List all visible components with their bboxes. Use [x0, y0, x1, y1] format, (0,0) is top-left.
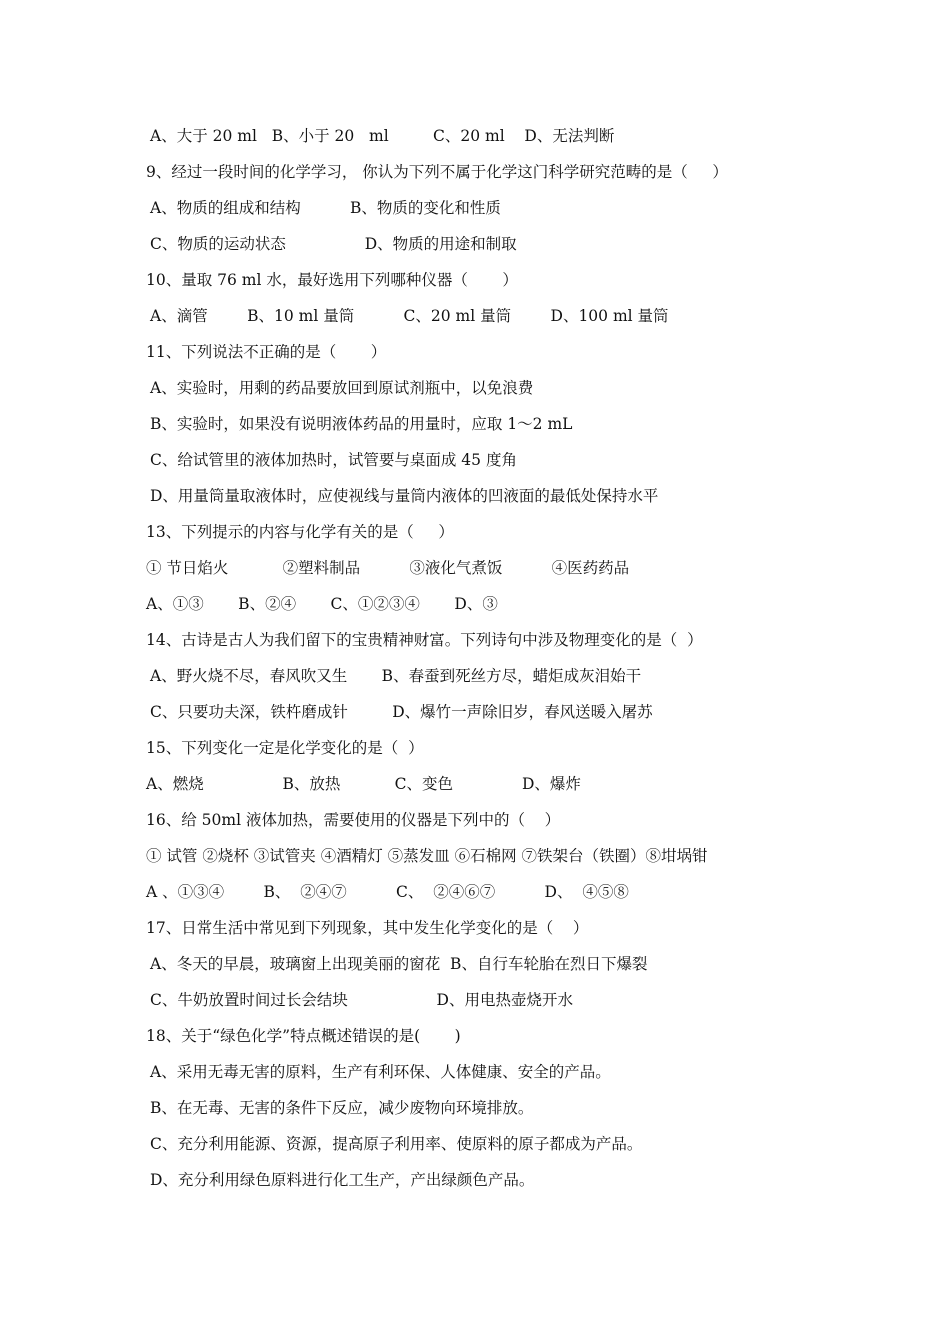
q14-options-ab: A、野火烧不尽，春风吹又生 B、春蚕到死丝方尽，蜡炬成灰泪始干: [150, 667, 642, 685]
question-18: 18、关于“绿色化学”特点概述错误的是( ): [146, 1027, 461, 1045]
q8-options: A、大于 20 ml B、小于 20 ml C、20 ml D、无法判断: [150, 127, 615, 145]
question-13: 13、下列提示的内容与化学有关的是（ ）: [146, 523, 454, 541]
q17-options-ab: A、冬天的早晨，玻璃窗上出现美丽的窗花 B、自行车轮胎在烈日下爆裂: [150, 955, 648, 973]
question-10: 10、量取 76 ml 水，最好选用下列哪种仪器（ ）: [146, 271, 518, 289]
question-14: 14、古诗是古人为我们留下的宝贵精神财富。下列诗句中涉及物理变化的是（ ）: [146, 631, 703, 649]
q16-options: A 、①③④ B、 ②④⑦ C、 ②④⑥⑦ D、 ④⑤⑧: [146, 883, 629, 901]
q9-options-ab: A、物质的组成和结构 B、物质的变化和性质: [150, 199, 501, 217]
question-11: 11、下列说法不正确的是（ ）: [146, 343, 387, 361]
q13-items: ① 节日焰火 ②塑料制品 ③液化气煮饭 ④医药药品: [146, 559, 630, 577]
q18-option-d: D、充分利用绿色原料进行化工生产，产出绿颜色产品。: [150, 1171, 535, 1189]
q11-option-c: C、给试管里的液体加热时，试管要与桌面成 45 度角: [150, 451, 517, 469]
q11-option-b: B、实验时，如果没有说明液体药品的用量时，应取 1～2 mL: [150, 415, 573, 433]
q16-items: ① 试管 ②烧杯 ③试管夹 ④酒精灯 ⑤蒸发皿 ⑥石棉网 ⑦铁架台（铁圈）⑧坩埚钳: [146, 847, 708, 865]
question-15: 15、下列变化一定是化学变化的是（ ）: [146, 739, 424, 757]
q18-option-b: B、在无毒、无害的条件下反应，减少废物向环境排放。: [150, 1099, 534, 1117]
q15-options: A、燃烧 B、放热 C、变色 D、爆炸: [146, 775, 581, 793]
question-9: 9、经过一段时间的化学学习， 你认为下列不属于化学这门科学研究范畴的是（ ）: [146, 163, 728, 181]
q11-option-a: A、实验时，用剩的药品要放回到原试剂瓶中，以免浪费: [150, 379, 534, 397]
q13-options: A、①③ B、②④ C、①②③④ D、③: [146, 595, 498, 613]
q17-options-cd: C、牛奶放置时间过长会结块 D、用电热壶烧开水: [150, 991, 573, 1009]
q18-option-c: C、充分利用能源、资源，提高原子利用率、使原料的原子都成为产品。: [150, 1135, 643, 1153]
q11-option-d: D、用量筒量取液体时，应使视线与量筒内液体的凹液面的最低处保持水平: [150, 487, 659, 505]
q9-options-cd: C、物质的运动状态 D、物质的用途和制取: [150, 235, 517, 253]
q14-options-cd: C、只要功夫深，铁杵磨成针 D、爆竹一声除旧岁，春风送暖入屠苏: [150, 703, 653, 721]
question-16: 16、给 50ml 液体加热，需要使用的仪器是下列中的（ ）: [146, 811, 561, 829]
question-17: 17、日常生活中常见到下列现象，其中发生化学变化的是（ ）: [146, 919, 589, 937]
q10-options: A、滴管 B、10 ml 量筒 C、20 ml 量筒 D、100 ml 量筒: [150, 307, 669, 325]
q18-option-a: A、采用无毒无害的原料，生产有利环保、人体健康、安全的产品。: [150, 1063, 611, 1081]
